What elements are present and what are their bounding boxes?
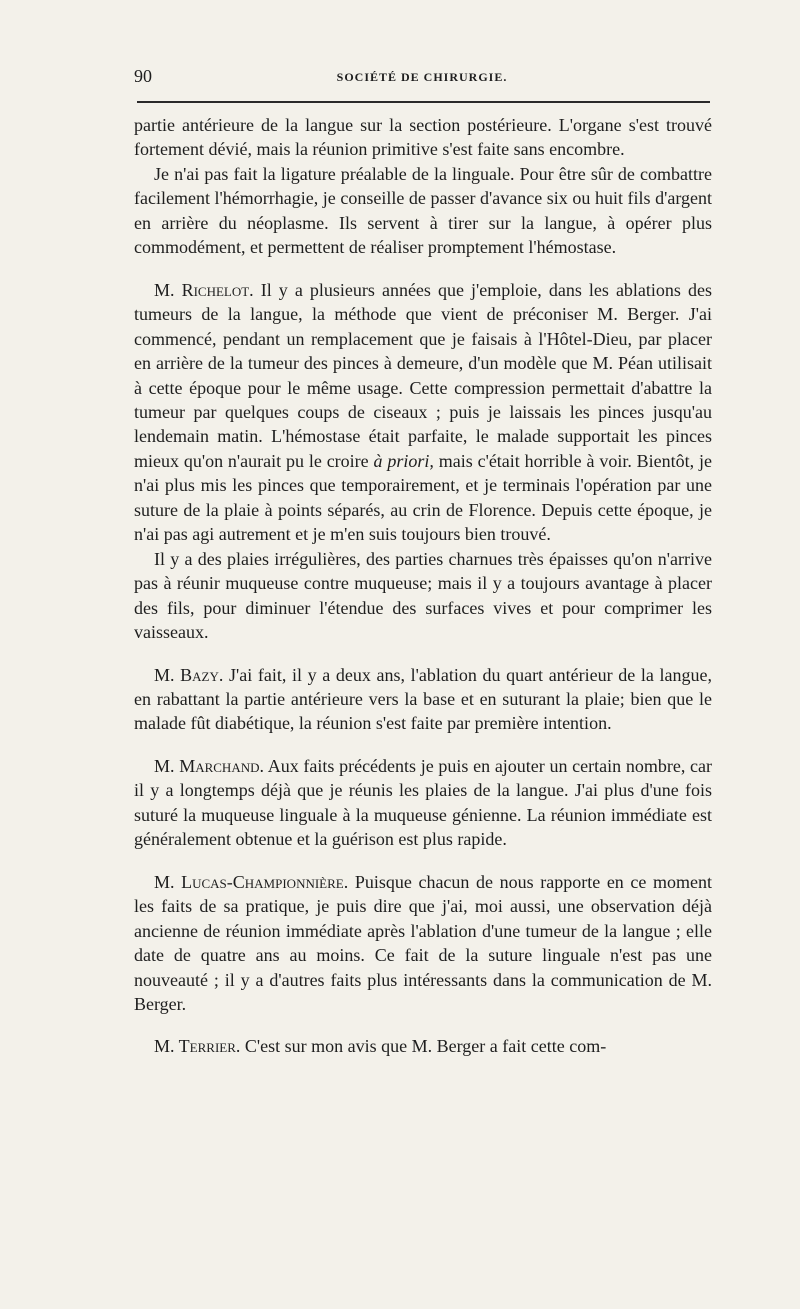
paragraph-richelot [134,278,712,547]
paragraph-bazy [134,663,712,736]
speaker-name: M. Lucas-Championnière. [154,871,349,892]
body-text [134,113,712,1059]
paragraph-text: Je n'ai pas fait la ligature préalable de la linguale. Pour être sûr de combattre facilement l'hémorrhagie, je conseille de passer d'avance six ou huit fils d'argent en arrière du néoplasme. Ils servent à tirer sur la langue, à opérer plus commodément, et permettent de réaliser promptement l'hémostase. [134,163,712,258]
paragraph-1 [134,113,712,162]
paragraph-4 [134,547,712,645]
speaker-name: M. Marchand. [154,755,264,776]
paragraph-text: Puisque chacun de nous rapporte en ce moment les faits de sa pratique, je puis dire que j'ai, moi aussi, une observation déjà ancienne de réunion immédiate après l'ablation d'une tumeur de la langue ; elle date de quatre ans au moins. Ce fait de la suture linguale n'est pas une nouveauté ; il y a d'autres faits plus intéressants dans la communication de M. Berger. [134,871,712,1014]
paragraph-text: partie antérieure de la langue sur la section postérieure. L'organe s'est trouvé fortement dévié, mais la réunion primitive s'est faite sans encombre. [134,115,712,160]
page-number: 90 [134,66,152,86]
speaker-name: M. Bazy. [154,664,224,685]
paragraph-text: C'est sur mon avis que M. Berger a fait cette com- [240,1036,607,1057]
paragraph-lucas-championniere [134,870,712,1017]
running-head: SOCIÉTÉ DE CHIRURGIE. [336,70,508,84]
paragraph-2 [134,162,712,260]
paragraph-text: J'ai fait, il y a deux ans, l'ablation du quart antérieur de la langue, en rabattant la partie antérieure vers la base et en suturant la plaie; bien que le malade fût diabétique, la réunion s'est faite par première intention. [134,664,712,734]
paragraph-text: Aux faits précédents je puis en ajouter un certain nombre, car il y a longtemps déjà que je réunis les plaies de la langue. J'ai plus d'une fois suturé la muqueuse linguale à la muqueuse génienne. La réunion immédiate est généralement obtenue et la guérison est plus rapide. [134,755,712,850]
speaker-name: M. Terrier. [154,1036,241,1057]
paragraph-text: Il y a plusieurs années que j'emploie, dans les ablations des tumeurs de la langue, la méthode que vient de préconiser M. Berger. J'ai commencé, pendant un remplacement que je faisais à l'Hôtel-Dieu, par placer en arrière de la tumeur des pinces à demeure, d'un modèle que M. Péan utilisait à cette époque pour le même usage. Cette compression permettait d'abattre la tumeur par quelques coups de ciseaux ; puis je laissais les pinces jusqu'au lendemain matin. L'hémostase était parfaite, le malade supportait les pinces mieux qu'on n'aurait pu le croire [134,279,712,471]
italic-phrase: à priori, [373,450,434,471]
header-rule [137,101,710,103]
paragraph-marchand [134,754,712,852]
paragraph-text-continued: mais c'était horrible à voir. Bientôt, je n'ai plus mis les pinces que temporairement, et je terminais l'opération par une suture de la plaie à points séparés, au crin de Florence. Depuis cette époque, je n'ai pas agi autrement et je m'en suis toujours bien trouvé. [134,450,713,545]
speaker-name: M. Richelot. [154,279,254,300]
paragraph-text: Il y a des plaies irrégulières, des parties charnues très épaisses qu'on n'arrive pas à réunir muqueuse contre muqueuse; mais il y a toujours avantage à placer des fils, pour diminuer l'étendue des surfaces vives et pour comprimer les vaisseaux. [134,548,712,643]
page-header [134,66,710,94]
paragraph-terrier [134,1034,712,1058]
